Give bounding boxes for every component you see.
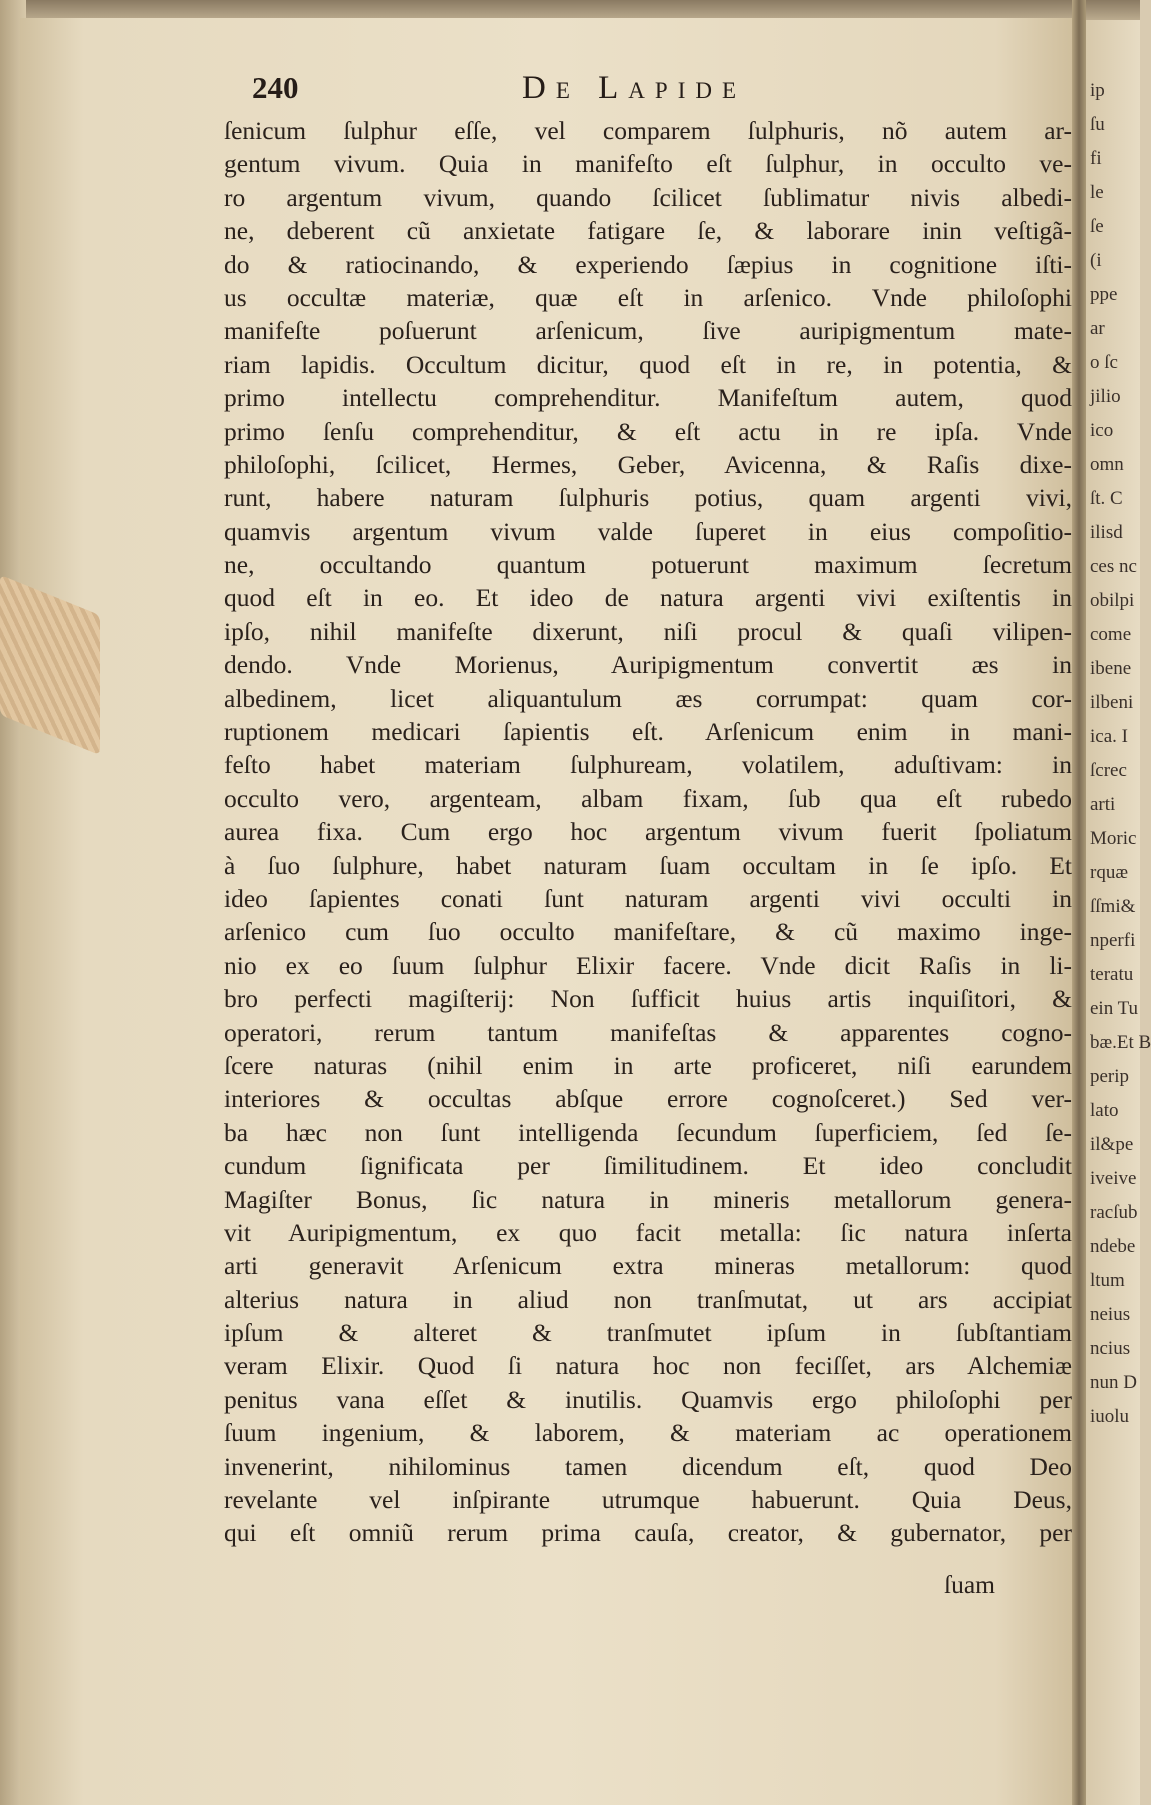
text-line: vit Auripigmentum, ex quo facit metalla: ſic natura inſerta (224, 1217, 1072, 1247)
text-line: alterius natura in aliud non tranſmutat, ut ars accipiat (224, 1284, 1072, 1314)
text-line: quamvis argentum vivum valde ſuperet in eius compoſitio- (224, 516, 1072, 546)
book-gutter (1072, 0, 1086, 1805)
facing-page-text-fragment: teratu (1090, 964, 1134, 985)
text-line: qui eſt omniũ rerum prima cauſa, creator, & gubernator, per (224, 1518, 1072, 1548)
text-line: dendo. Vnde Morienus, Auripigmentum convertit æs in (224, 650, 1072, 680)
facing-page-text-fragment: ar (1090, 318, 1105, 339)
text-line: primo intellectu comprehenditur. Manifeſtum autem, quod (224, 383, 1072, 413)
facing-page-text-fragment: ip (1090, 80, 1105, 101)
facing-page-text-fragment: ppe (1090, 284, 1118, 305)
facing-page-text-fragment: come (1090, 624, 1132, 645)
text-line: ro argentum vivum, quando ſcilicet ſublimatur nivis albedi- (224, 182, 1072, 212)
text-line: interiores & occultas abſque errore cognoſceret.) Sed ver- (224, 1084, 1072, 1114)
text-line: bro perfecti magiſterij: Non ſufficit huius artis inquiſitori, & (224, 984, 1072, 1014)
text-line: quod eſt in eo. Et ideo de natura argenti vivi exiſtentis in (224, 583, 1072, 613)
text-line: do & ratiocinando, & experiendo ſæpius in cognitione iſti- (224, 249, 1072, 279)
text-line: ſuum ingenium, & laborem, & materiam ac operationem (224, 1418, 1072, 1448)
text-line: ipſo, nihil manifeſte dixerunt, niſi procul & quaſi vilipen- (224, 616, 1072, 646)
facing-page-fragment (1086, 20, 1151, 1805)
text-line: manifeſte poſuerunt arſenicum, ſive auripigmentum mate- (224, 316, 1072, 346)
facing-page-text-fragment: arti (1090, 794, 1116, 815)
facing-page-text-fragment: iuolu (1090, 1406, 1130, 1427)
facing-page-text-fragment: ein Tu (1090, 998, 1139, 1019)
text-line: Magiſter Bonus, ſic natura in mineris metallorum genera- (224, 1184, 1072, 1214)
facing-page-text-fragment: o ſc (1090, 352, 1118, 373)
facing-page-text-fragment: ſu (1090, 114, 1105, 135)
text-line: ſcere naturas (nihil enim in arte proficeret, niſi earundem (224, 1050, 1072, 1080)
facing-page-text-fragment: il&pe (1090, 1134, 1134, 1155)
text-line: arti generavit Arſenicum extra mineras metallorum: quod (224, 1251, 1072, 1281)
text-line: cundum ſignificata per ſimilitudinem. Et ideo concludit (224, 1151, 1072, 1181)
facing-page-text-fragment: omn (1090, 454, 1124, 475)
facing-page-text-fragment: (i (1090, 250, 1102, 271)
text-line: ſenicum ſulphur eſſe, vel comparem ſulphuris, nõ autem ar- (224, 116, 1072, 145)
page-number: 240 (252, 70, 299, 105)
text-line: philoſophi, ſcilicet, Hermes, Geber, Avicenna, & Raſis dixe- (224, 449, 1072, 479)
facing-page-text-fragment: ltum (1090, 1270, 1125, 1291)
facing-page-text-fragment: ica. I (1090, 726, 1128, 747)
facing-page-text-fragment: ces nc (1090, 556, 1137, 577)
facing-page-text-fragment: nperfi (1090, 930, 1136, 951)
facing-page-text-fragment: lato (1090, 1100, 1119, 1121)
text-line: runt, habere naturam ſulphuris potius, quam argenti vivi, (224, 483, 1072, 513)
text-line: albedinem, licet aliquantulum æs corrumpat: quam cor- (224, 683, 1072, 713)
facing-page-text-fragment: fi (1090, 148, 1102, 169)
text-line: nio ex eo ſuum ſulphur Elixir facere. Vnde dicit Raſis in li- (224, 950, 1072, 980)
facing-page-text-fragment: le (1090, 182, 1104, 203)
facing-page-text-fragment: nun D (1090, 1372, 1137, 1393)
facing-page-text-fragment: jilio (1090, 386, 1121, 407)
text-line: ideo ſapientes conati ſunt naturam argenti vivi occulti in (224, 883, 1072, 913)
facing-page-text-fragment: ncius (1090, 1338, 1131, 1359)
facing-page-text-fragment: bæ.Et B (1090, 1032, 1151, 1053)
facing-page-text-fragment: ndebe (1090, 1236, 1136, 1257)
running-head: De Lapide (522, 70, 747, 106)
facing-page-text-fragment: ſe (1090, 216, 1104, 237)
facing-page-text-fragment: ſſmi& (1090, 896, 1136, 917)
text-line: feſto habet materiam ſulphuream, volatilem, aduſtivam: in (224, 750, 1072, 780)
facing-page-text-fragment: iveive (1090, 1168, 1137, 1189)
text-line: penitus vana eſſet & inutilis. Quamvis ergo philoſophi per (224, 1384, 1072, 1414)
text-line: invenerint, nihilominus tamen dicendum eſt, quod Deo (224, 1451, 1072, 1481)
text-line: ba hæc non ſunt intelligenda ſecundum ſuperficiem, ſed ſe- (224, 1117, 1072, 1147)
text-line: us occultæ materiæ, quæ eſt in arſenico. Vnde philoſophi (224, 282, 1072, 312)
facing-page-text-fragment: ilisd (1090, 522, 1123, 543)
page-header (252, 70, 1012, 110)
facing-page-text-fragment: racſub (1090, 1202, 1138, 1223)
text-line: primo ſenſu comprehenditur, & eſt actu in re ipſa. Vnde (224, 416, 1072, 446)
text-line: operatori, rerum tantum manifeſtas & apparentes cogno- (224, 1017, 1072, 1047)
text-line: gentum vivum. Quia in manifeſto eſt ſulphur, in occulto ve- (224, 149, 1072, 179)
facing-page-text-fragment: neius (1090, 1304, 1131, 1325)
text-line: aurea fixa. Cum ergo hoc argentum vivum fuerit ſpoliatum (224, 817, 1072, 847)
facing-page-text-fragment: rquæ (1090, 862, 1128, 883)
facing-page-text-fragment: Moric (1090, 828, 1137, 849)
facing-page-text-fragment: perip (1090, 1066, 1130, 1087)
text-line: revelante vel inſpirante utrumque habuerunt. Quia Deus, (224, 1485, 1072, 1515)
facing-page-text-fragment: ibene (1090, 658, 1132, 679)
facing-page-text-fragment: ſcrec (1090, 760, 1127, 781)
text-line: occulto vero, argenteam, albam fixam, ſub qua eſt rubedo (224, 783, 1072, 813)
catchword: ſuam (944, 1570, 995, 1599)
text-line: ne, deberent cũ anxietate fatigare ſe, & laborare inin veſtigã- (224, 216, 1072, 246)
facing-page-text-fragment: ico (1090, 420, 1114, 441)
text-line: riam lapidis. Occultum dicitur, quod eſt in re, in potentia, & (224, 349, 1072, 379)
text-line: ipſum & alteret & tranſmutet ipſum in ſubſtantiam (224, 1318, 1072, 1348)
facing-page-text-fragment: ſt. C (1090, 488, 1123, 509)
text-line: ruptionem medicari ſapientis eſt. Arſenicum enim in mani- (224, 717, 1072, 747)
body-text (224, 114, 1072, 1550)
facing-page-text-fragment: obilpi (1090, 590, 1135, 611)
text-line: ne, occultando quantum potuerunt maximum ſecretum (224, 550, 1072, 580)
facing-page-text-fragment: ilbeni (1090, 692, 1134, 713)
text-line: à ſuo ſulphure, habet naturam ſuam occultam in ſe ipſo. Et (224, 850, 1072, 880)
text-line: arſenico cum ſuo occulto manifeſtare, & cũ maximo inge- (224, 917, 1072, 947)
text-line: veram Elixir. Quod ſi natura hoc non feciſſet, ars Alchemiæ (224, 1351, 1072, 1381)
